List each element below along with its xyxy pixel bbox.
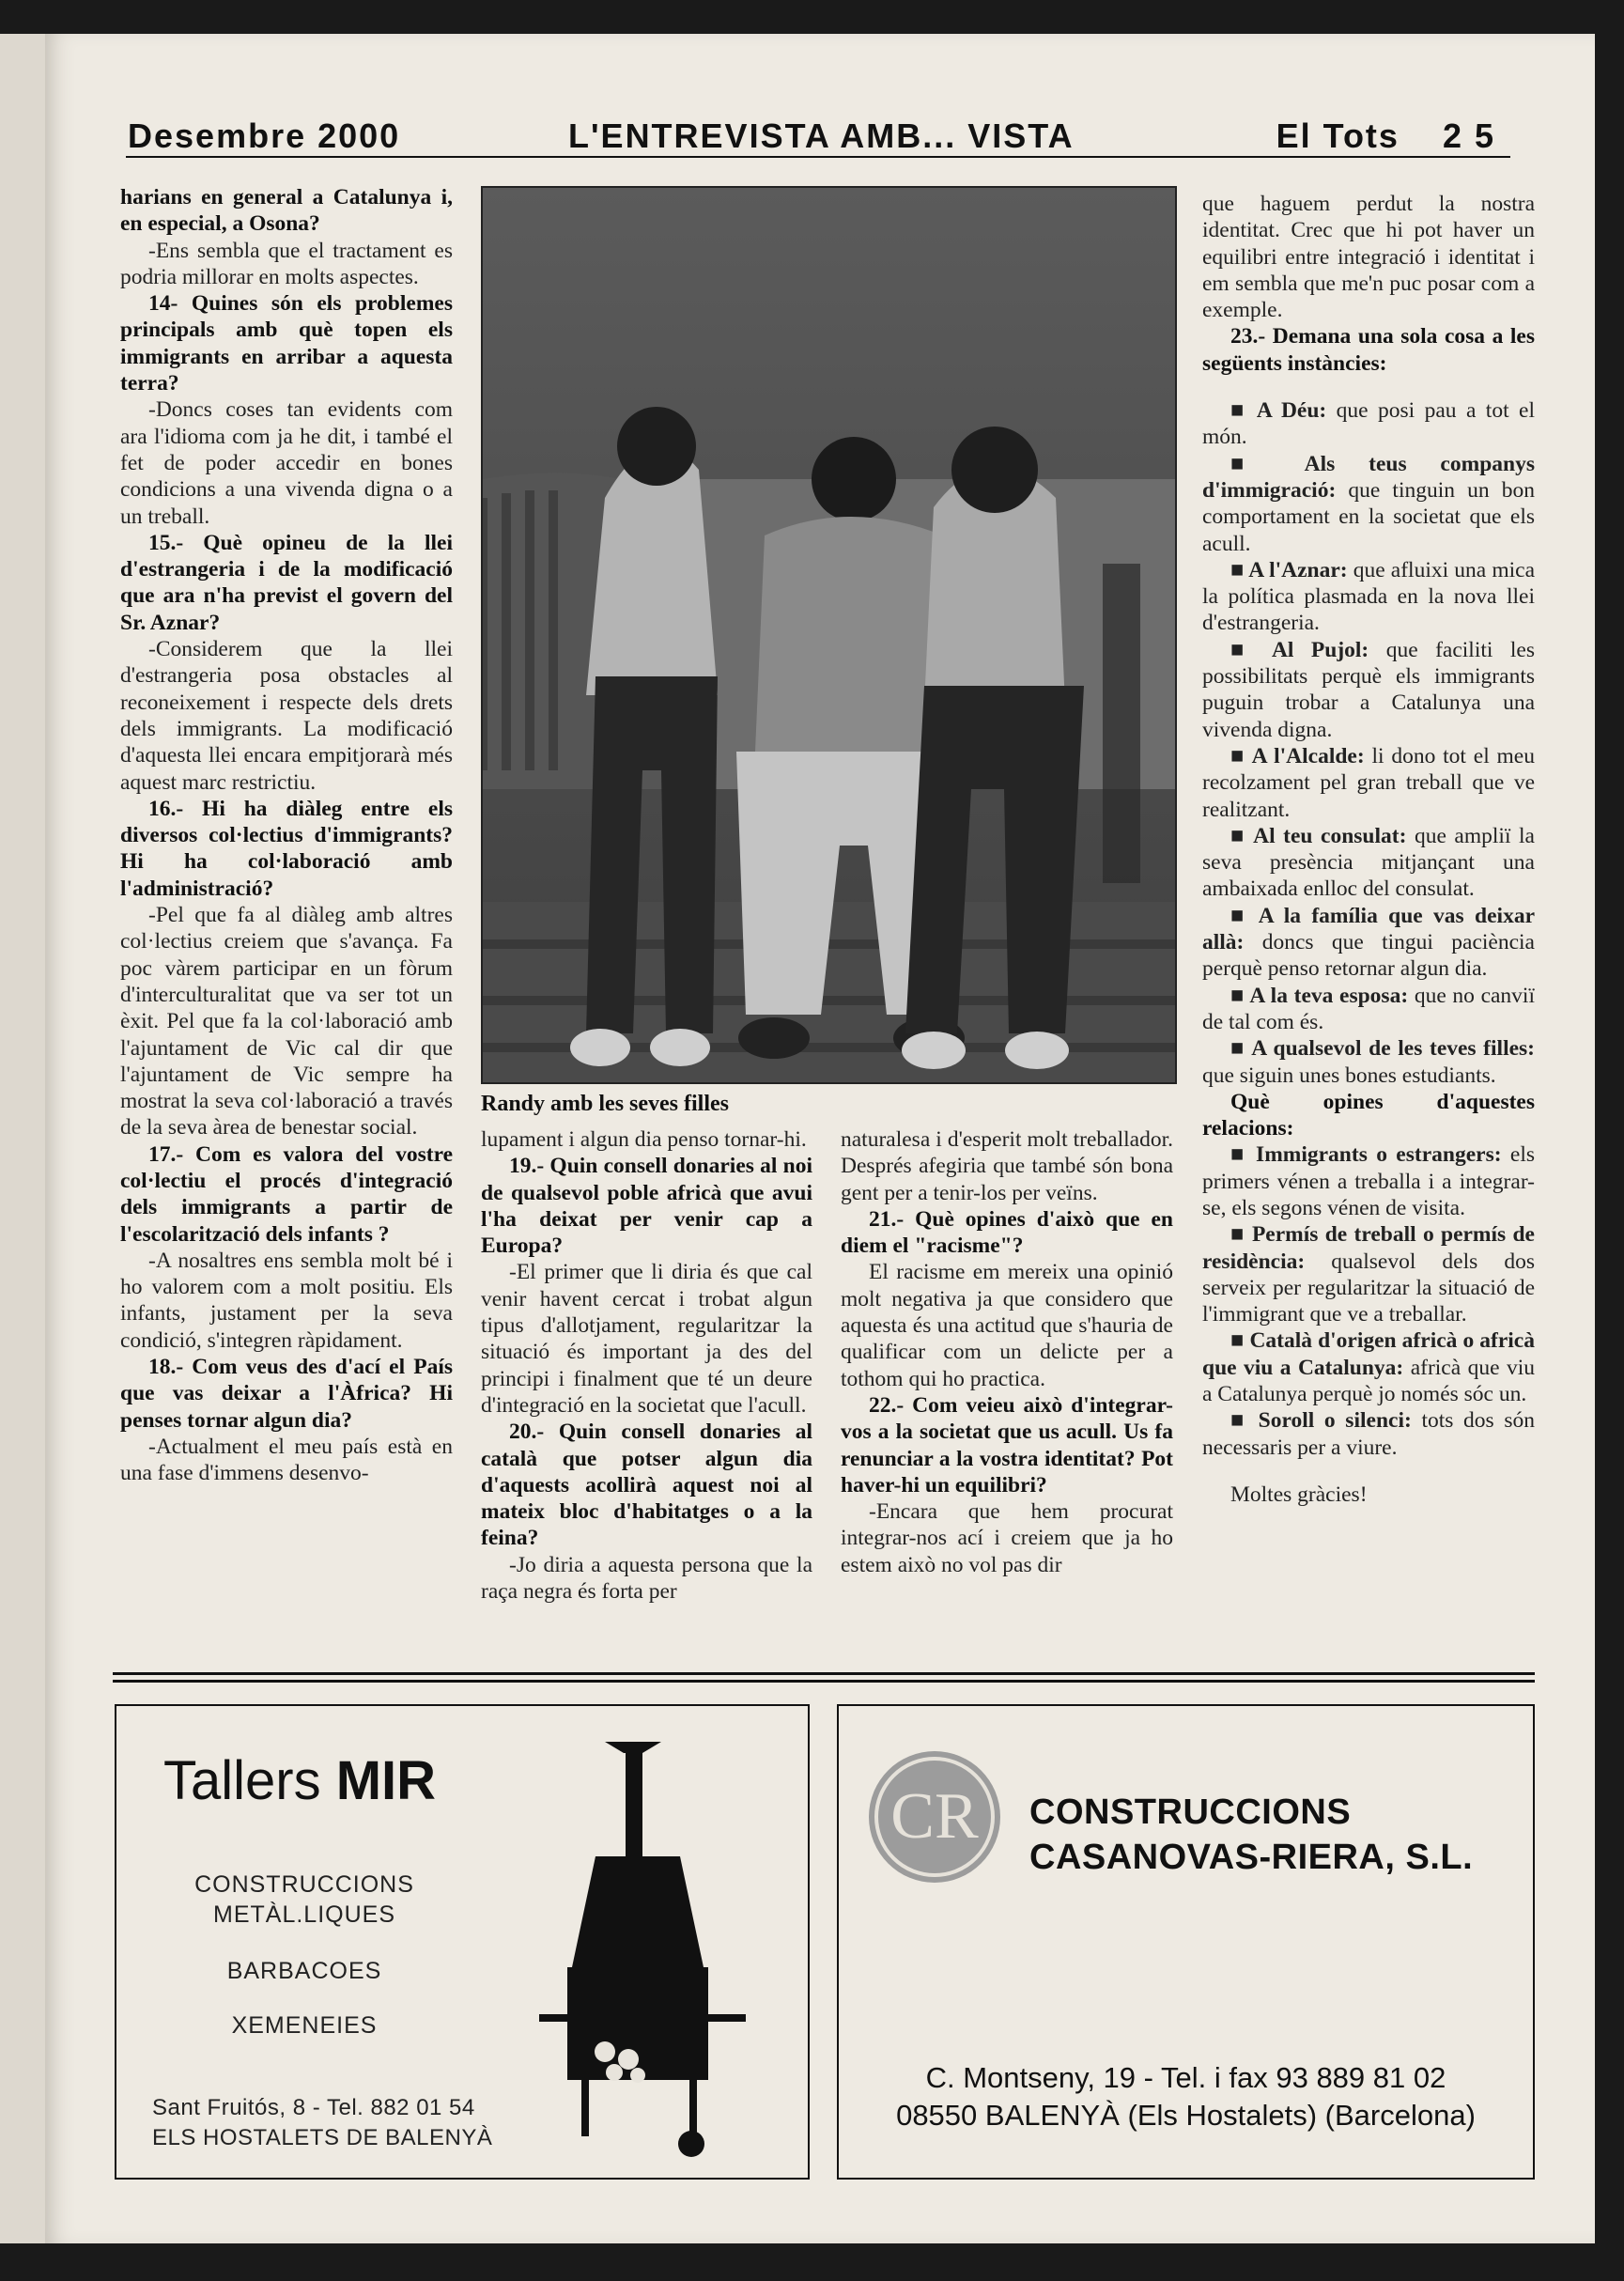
question: 14- Quines són els problemes principals amb què topen els immigrants en arribar a aquesta terra? bbox=[120, 291, 453, 396]
answer: -Encara que hem procurat integrar-nos ací i creiem que ja ho estem això no vol pas dir bbox=[841, 1499, 1173, 1577]
bullet-item: ■ Immigrants o estrangers: els primers vénen a treballa i a integrar-se, els segons vénen de visita. bbox=[1202, 1141, 1535, 1221]
question: 19.- Quin consell donaries al noi de qualsevol poble africà que avui l'ha deixat per venir cap a Europa? bbox=[481, 1154, 812, 1259]
bullet-item: ■ A l'Alcalde: li dono tot el meu recolzament pel gran treball que ve realitzant. bbox=[1202, 743, 1535, 823]
header-rule bbox=[126, 156, 1510, 158]
answer: Moltes gràcies! bbox=[1230, 1482, 1368, 1507]
text-column-1 bbox=[120, 184, 453, 1487]
ad-mir-title: Tallers MIR bbox=[163, 1750, 437, 1811]
answer: -Jo diria a aquesta persona que la raça negra és forta per bbox=[481, 1552, 812, 1605]
bullet-label: ■ A l'Aznar: bbox=[1230, 558, 1348, 582]
svg-text:CR: CR bbox=[890, 1780, 979, 1853]
bullet-item: ■ A la família que vas deixar allà: doncs que tingui paciència perquè penso retornar algun dia. bbox=[1202, 903, 1535, 983]
ad-mir-line-2: METÀL.LIQUES bbox=[213, 1901, 395, 1928]
answer: -Actualment el meu país està en una fase d'immens desenvo- bbox=[120, 1434, 453, 1486]
paragraph: naturalesa i d'esperit molt treballador. Després afegiria que també són bona gent per a tenir-los per veïns. bbox=[841, 1127, 1173, 1205]
question: Què opines d'aquestes relacions: bbox=[1202, 1089, 1535, 1141]
page-header bbox=[83, 81, 1537, 156]
answer: -Considerem que la llei d'estrangeria posa obstacles al reconeixement i respecte dels drets dels immigrants. La modificació d'aquesta llei encara empitjorarà més aquest marc restrictiu. bbox=[120, 637, 453, 795]
bullet-label: ■ Català d'origen africà o africà que viu a Catalunya: bbox=[1202, 1328, 1535, 1379]
answer: -Ens sembla que el tractament es podria millorar en molts aspectes. bbox=[120, 238, 453, 289]
section-divider-bottom bbox=[113, 1680, 1535, 1683]
bullet-label: ■ A Déu: bbox=[1230, 398, 1326, 423]
bullet-label: ■ Al Pujol: bbox=[1230, 638, 1369, 662]
bullet-label: ■ Soroll o silenci: bbox=[1230, 1408, 1412, 1433]
photo-caption: Randy amb les seves filles bbox=[481, 1092, 729, 1116]
bullet-item: ■ A qualsevol de les teves filles: que siguin unes bones estudiants. bbox=[1202, 1035, 1535, 1089]
bullet-item: ■ Als teus companys d'immigració: que tinguin un bon comportament en la societat que els acull. bbox=[1202, 451, 1535, 557]
page-number: 2 5 bbox=[1442, 116, 1495, 155]
bullet-item: ■ Soroll o silenci: tots dos són necessaris per a viure. bbox=[1202, 1407, 1535, 1461]
section-divider-top bbox=[113, 1672, 1535, 1675]
ad-tallers-mir bbox=[115, 1704, 810, 2180]
barbecue-icon bbox=[539, 1732, 746, 2165]
ad-casanovas-name-1: CONSTRUCCIONS bbox=[1029, 1792, 1352, 1832]
bullet-label: ■ A l'Alcalde: bbox=[1230, 744, 1365, 768]
question: 17.- Com es valora del vostre col·lectiu el procés d'integració dels immigrants a partir de l'escolarització dels infants ? bbox=[120, 1141, 453, 1247]
ad-mir-line-3: BARBACOES bbox=[226, 1958, 382, 1984]
spacer bbox=[1202, 377, 1535, 397]
casanovas-logo-icon bbox=[869, 1751, 1000, 1883]
ad-casanovas-address-1: C. Montseny, 19 - Tel. i fax 93 889 81 02 bbox=[925, 2061, 1446, 2094]
bullet-item: ■ A Déu: que posi pau a tot el món. bbox=[1202, 397, 1535, 451]
text-column-3 bbox=[841, 1126, 1173, 1578]
bullet-item: ■ A la teva esposa: que no canviï de tal com és. bbox=[1202, 983, 1535, 1036]
bullet-item: ■ Al Pujol: que faciliti les possibilitats perquè els immigrants puguin trobar a Catalunya una vivenda digna. bbox=[1202, 637, 1535, 743]
bullet-label: ■ A la teva esposa: bbox=[1230, 984, 1408, 1008]
bullet-item: ■ Català d'origen africà o africà que viu a Catalunya: africà que viu a Catalunya perquè jo només sóc un. bbox=[1202, 1327, 1535, 1407]
bullet-item: ■ Al teu consulat: que ampliï la seva presència mitjançant una ambaixada enlloc del consulat. bbox=[1202, 823, 1535, 903]
question: harians en general a Catalunya i, en especial, a Osona? bbox=[120, 185, 453, 237]
question: 15.- Què opineu de la llei d'estrangeria i de la modificació que ara n'ha previst el govern del Sr. Aznar? bbox=[120, 530, 453, 635]
ad-mir-line-1: CONSTRUCCIONS bbox=[194, 1871, 414, 1898]
interview-photo bbox=[481, 186, 1177, 1084]
bullet-label: ■ Al teu consulat: bbox=[1230, 824, 1406, 848]
bullet-label: ■ A la família que vas deixar allà: bbox=[1202, 904, 1535, 954]
header-publication: El Tots 2 5 bbox=[1276, 116, 1495, 155]
header-date: Desembre 2000 bbox=[128, 116, 401, 155]
bullet-item: ■ Permís de treball o permís de residència: qualsevol dels dos serveix per regularitzar la situació de l'immigrant que ve a treballar. bbox=[1202, 1221, 1535, 1327]
text-column-2 bbox=[481, 1126, 812, 1605]
header-section: L'ENTREVISTA AMB... VISTA bbox=[568, 116, 1075, 155]
ad-casanovas-name-2: CASANOVAS-RIERA, S.L. bbox=[1029, 1838, 1474, 1877]
text-column-4 bbox=[1202, 191, 1535, 1508]
ad-mir-line-4: XEMENEIES bbox=[231, 2012, 378, 2039]
question: 18.- Com veus des d'ací el País que vas deixar a l'Àfrica? Hi penses tornar algun dia? bbox=[120, 1355, 453, 1433]
ad-construccions-casanovas bbox=[837, 1704, 1535, 2180]
ad-casanovas-address-2: 08550 BALENYÀ (Els Hostalets) (Barcelona) bbox=[896, 2099, 1476, 2132]
answer: -Pel que fa al diàleg amb altres col·lectius creiem que s'avança. Fa poc vàrem participar en un fòrum d'interculturalitat que va ser tot un èxit. Pel que fa la col·laboració amb l'ajuntament de Vic cal dir que l'ajuntament de Vic sempre ha mostrat la seva col·laboració a través de la seva àrea de benestar social. bbox=[120, 903, 453, 1140]
question: 21.- Què opines d'això que en diem el "racisme"? bbox=[841, 1206, 1173, 1259]
spacer bbox=[1202, 1461, 1535, 1482]
bullet-label: ■ Als teus companys d'immigració: bbox=[1202, 452, 1535, 503]
family-photo-illustration bbox=[483, 188, 1175, 1082]
answer: -El primer que li diria és que cal venir havent cercat i trobat algun tipus d'allotjament, regularitzar la situació és important ja des del principi i finalment que té un deure d'integració en la societat que l'acull. bbox=[481, 1260, 812, 1418]
paragraph: lupament i algun dia penso tornar-hi. bbox=[481, 1127, 807, 1152]
ad-mir-address-2: ELS HOSTALETS DE BALENYÀ bbox=[152, 2125, 493, 2150]
question: 22.- Com veieu això d'integrar-vos a la societat que us acull. Us fa renunciar a la vostra identitat? Pot haver-hi un equilibri? bbox=[841, 1392, 1173, 1497]
bullet-label: ■ Permís de treball o permís de residència: bbox=[1202, 1222, 1535, 1273]
paragraph: que haguem perdut la nostra identitat. Crec que hi pot haver un equilibri entre integració i identitat i em sembla que me'n puc posar com a exemple. bbox=[1202, 192, 1535, 323]
question: 23.- Demana una sola cosa a les següents instàncies: bbox=[1202, 324, 1535, 376]
answer: -Doncs coses tan evidents com ara l'idioma com ja he dit, i també el fet de poder accedir en bones condicions a una vivenda digna o a un treball. bbox=[120, 397, 453, 529]
ad-mir-address-1: Sant Fruitós, 8 - Tel. 882 01 54 bbox=[152, 2095, 475, 2120]
answer: El racisme em mereix una opinió molt negativa ja que considero que aquesta és una actitud que s'hauria de qualificar com un delicte per a tothom qui ho practica. bbox=[841, 1260, 1173, 1391]
answer: -A nosaltres ens sembla molt bé i ho valorem com a molt positiu. Els infants, justament per la seva condició, s'integren ràpidament. bbox=[120, 1248, 453, 1353]
bullet-label: ■ A qualsevol de les teves filles: bbox=[1230, 1036, 1535, 1061]
bullet-label: ■ Immigrants o estrangers: bbox=[1230, 1142, 1502, 1167]
bullet-item: ■ A l'Aznar: que afluixi una mica la política plasmada en la nova llei d'estrangeria. bbox=[1202, 557, 1535, 637]
question: 16.- Hi ha diàleg entre els diversos col·lectius d'immigrants? Hi ha col·laboració amb l'administració? bbox=[120, 796, 453, 901]
question: 20.- Quin consell donaries al català que potser algun dia d'aquests acollirà aquest noi al mateix bloc d'habitatges o a la feina? bbox=[481, 1420, 812, 1551]
